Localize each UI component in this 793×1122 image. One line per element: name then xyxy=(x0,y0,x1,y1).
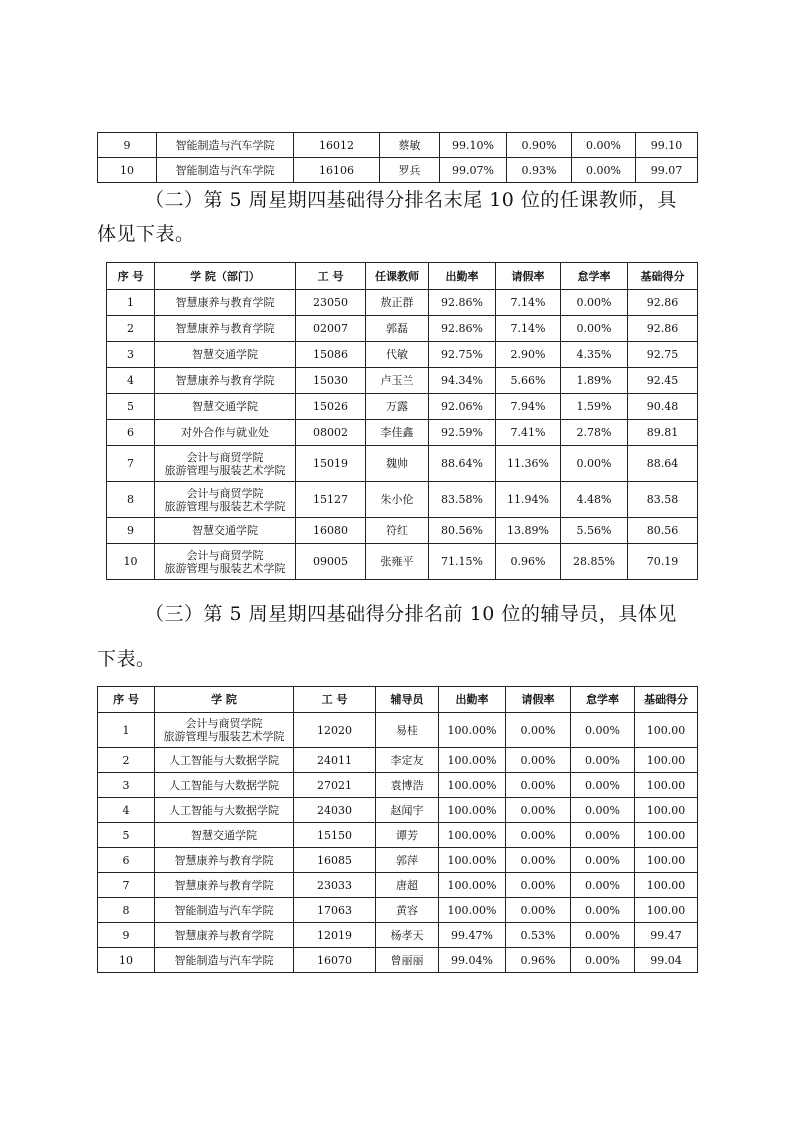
col-header-college: 学 院（部门） xyxy=(155,263,296,290)
college-line: 智能制造与汽车学院 xyxy=(174,953,274,967)
cell-index: 2 xyxy=(107,316,155,342)
cell-college: 智能制造与汽车学院 xyxy=(157,133,294,158)
college-line: 旅游管理与服装艺术学院 xyxy=(164,561,286,575)
table-row xyxy=(107,290,698,316)
col-header-score: 基础得分 xyxy=(635,687,698,713)
table-row xyxy=(107,394,698,420)
cell-attendance: 71.15% xyxy=(429,544,496,580)
cell-truancy: 0.00% xyxy=(571,713,635,748)
cell-score: 92.86 xyxy=(628,316,698,342)
col-header-id: 工 号 xyxy=(294,687,376,713)
cell-attendance: 100.00% xyxy=(439,798,506,823)
cell-college xyxy=(155,798,294,823)
cell-college: 智能制造与汽车学院 xyxy=(157,158,294,183)
cell-truancy: 0.00% xyxy=(571,848,635,873)
cell-index: 9 xyxy=(98,133,157,158)
cell-attendance: 92.59% xyxy=(429,420,496,446)
cell-leave: 0.00% xyxy=(506,848,571,873)
col-header-college: 学 院 xyxy=(155,687,294,713)
cell-college xyxy=(155,342,296,368)
cell-leave: 0.00% xyxy=(506,798,571,823)
teacher-table-header-row xyxy=(107,263,698,290)
college-line: 智慧交通学院 xyxy=(192,348,258,361)
college-line: 会计与商贸学院 xyxy=(186,486,264,500)
cell-college xyxy=(155,748,294,773)
cell-name: 蔡敏 xyxy=(380,133,440,158)
cell-id: 23050 xyxy=(296,290,366,316)
cell-attendance: 100.00% xyxy=(439,713,506,748)
table-row xyxy=(107,420,698,446)
cell-score: 80.56 xyxy=(628,518,698,544)
cell-college xyxy=(155,898,294,923)
cell-score: 100.00 xyxy=(635,798,698,823)
col-header-truancy: 怠学率 xyxy=(571,687,635,713)
cell-name: 唐超 xyxy=(376,873,439,898)
cell-attendance: 80.56% xyxy=(429,518,496,544)
cell-leave: 11.94% xyxy=(496,482,561,518)
cell-leave: 0.00% xyxy=(506,873,571,898)
cell-index: 8 xyxy=(107,482,155,518)
cell-id: 27021 xyxy=(294,773,376,798)
table-row xyxy=(98,873,698,898)
cell-name: 杨孝天 xyxy=(376,923,439,948)
cell-index: 4 xyxy=(98,798,155,823)
section-2-heading-cont: 体见下表。 xyxy=(97,223,195,245)
cell-id: 12020 xyxy=(294,713,376,748)
cell-attendance: 92.86% xyxy=(429,290,496,316)
cell-leave: 7.14% xyxy=(496,290,561,316)
cell-attendance: 83.58% xyxy=(429,482,496,518)
table-row xyxy=(98,798,698,823)
college-line: 智慧康养与教育学院 xyxy=(175,296,275,309)
cell-index: 10 xyxy=(107,544,155,580)
cell-attendance: 92.86% xyxy=(429,316,496,342)
cell-score: 92.86 xyxy=(628,290,698,316)
cell-truancy: 0.00% xyxy=(571,798,635,823)
cell-attendance: 92.06% xyxy=(429,394,496,420)
cell-id: 15086 xyxy=(296,342,366,368)
cell-id: 23033 xyxy=(294,873,376,898)
counselor-table-body xyxy=(98,713,698,973)
cell-truancy: 0.00% xyxy=(571,748,635,773)
college-line: 人工智能与大数据学院 xyxy=(169,753,279,767)
cell-index: 7 xyxy=(107,446,155,482)
cell-college xyxy=(155,482,296,518)
cell-leave: 0.90% xyxy=(507,133,572,158)
cell-index: 3 xyxy=(107,342,155,368)
table-row xyxy=(98,898,698,923)
col-header-truancy: 怠学率 xyxy=(561,263,628,290)
cell-truancy: 0.00% xyxy=(571,823,635,848)
cell-leave: 0.96% xyxy=(496,544,561,580)
cell-leave: 0.00% xyxy=(506,773,571,798)
college-line: 智慧交通学院 xyxy=(192,400,258,413)
table-row xyxy=(98,748,698,773)
cell-name: 李佳鑫 xyxy=(366,420,429,446)
table-row xyxy=(107,544,698,580)
cell-attendance: 100.00% xyxy=(439,873,506,898)
cell-leave: 13.89% xyxy=(496,518,561,544)
cell-index: 1 xyxy=(98,713,155,748)
cell-truancy: 0.00% xyxy=(571,773,635,798)
col-header-id: 工 号 xyxy=(296,263,366,290)
cell-college xyxy=(155,316,296,342)
table-row xyxy=(98,133,698,158)
cell-index: 4 xyxy=(107,368,155,394)
cell-college xyxy=(155,923,294,948)
college-line: 旅游管理与服装艺术学院 xyxy=(164,463,286,477)
cell-college xyxy=(155,823,294,848)
cell-truancy: 0.00% xyxy=(571,923,635,948)
cell-index: 10 xyxy=(98,158,157,183)
cell-attendance: 88.64% xyxy=(429,446,496,482)
cell-name: 郭萍 xyxy=(376,848,439,873)
cell-name: 曾丽丽 xyxy=(376,948,439,973)
cell-leave: 11.36% xyxy=(496,446,561,482)
cell-truancy: 0.00% xyxy=(561,316,628,342)
cell-score: 100.00 xyxy=(635,823,698,848)
cell-score: 100.00 xyxy=(635,898,698,923)
cell-name: 罗兵 xyxy=(380,158,440,183)
college-line: 旅游管理与服装艺术学院 xyxy=(163,730,285,743)
college-line: 智能制造与汽车学院 xyxy=(174,903,274,917)
cell-college xyxy=(155,713,294,748)
cell-attendance: 100.00% xyxy=(439,823,506,848)
cell-attendance: 100.00% xyxy=(439,773,506,798)
cell-attendance: 99.10% xyxy=(440,133,507,158)
cell-id: 15019 xyxy=(296,446,366,482)
college-line: 会计与商贸学院 xyxy=(186,548,264,562)
cell-name: 张雍平 xyxy=(366,544,429,580)
cell-score: 99.47 xyxy=(635,923,698,948)
cell-name: 谭芳 xyxy=(376,823,439,848)
cell-index: 6 xyxy=(98,848,155,873)
cell-name: 卢玉兰 xyxy=(366,368,429,394)
cell-college xyxy=(155,446,296,482)
table-row xyxy=(98,948,698,973)
cell-truancy: 1.59% xyxy=(561,394,628,420)
cell-index: 8 xyxy=(98,898,155,923)
cell-college xyxy=(155,773,294,798)
teacher-table-body xyxy=(107,290,698,580)
table-row xyxy=(107,316,698,342)
table-row xyxy=(98,923,698,948)
cell-truancy: 5.56% xyxy=(561,518,628,544)
cell-index: 9 xyxy=(107,518,155,544)
cell-leave: 7.14% xyxy=(496,316,561,342)
cell-id: 16085 xyxy=(294,848,376,873)
table-row xyxy=(98,158,698,183)
college-line: 智慧交通学院 xyxy=(192,524,258,537)
cell-name: 袁博浩 xyxy=(376,773,439,798)
cell-id: 16012 xyxy=(294,133,380,158)
cell-truancy: 0.00% xyxy=(571,948,635,973)
cell-id: 12019 xyxy=(294,923,376,948)
table-row xyxy=(107,482,698,518)
cell-attendance: 94.34% xyxy=(429,368,496,394)
cell-index: 1 xyxy=(107,290,155,316)
cell-leave: 0.00% xyxy=(506,823,571,848)
cell-leave: 0.00% xyxy=(506,748,571,773)
section-3-heading: （三）第 5 周星期四基础得分排名前 10 位的辅导员，具体见 xyxy=(145,603,677,625)
col-header-counselor: 辅导员 xyxy=(376,687,439,713)
col-header-index: 序 号 xyxy=(107,263,155,290)
col-header-leave: 请假率 xyxy=(506,687,571,713)
cell-attendance: 92.75% xyxy=(429,342,496,368)
cell-name: 万露 xyxy=(366,394,429,420)
col-header-score: 基础得分 xyxy=(628,263,698,290)
cell-index: 2 xyxy=(98,748,155,773)
cell-leave: 0.00% xyxy=(506,898,571,923)
cell-leave: 0.00% xyxy=(506,713,571,748)
cell-college xyxy=(155,848,294,873)
table-row xyxy=(107,518,698,544)
cell-college xyxy=(155,368,296,394)
cell-index: 10 xyxy=(98,948,155,973)
cell-leave: 5.66% xyxy=(496,368,561,394)
cell-score: 99.10 xyxy=(636,133,698,158)
college-line: 会计与商贸学院 xyxy=(185,717,263,730)
college-line: 智慧康养与教育学院 xyxy=(174,853,274,867)
cell-name: 敖正群 xyxy=(366,290,429,316)
table-row xyxy=(98,823,698,848)
college-line: 智慧康养与教育学院 xyxy=(175,374,275,387)
cell-attendance: 99.07% xyxy=(440,158,507,183)
cell-college xyxy=(155,420,296,446)
cell-college xyxy=(155,873,294,898)
cell-score: 89.81 xyxy=(628,420,698,446)
cell-college xyxy=(155,290,296,316)
cell-leave: 2.90% xyxy=(496,342,561,368)
cell-truancy: 1.89% xyxy=(561,368,628,394)
college-line: 人工智能与大数据学院 xyxy=(169,778,279,792)
cell-name: 李定友 xyxy=(376,748,439,773)
cell-name: 黄容 xyxy=(376,898,439,923)
cell-truancy: 0.00% xyxy=(572,158,636,183)
college-line: 对外合作与就业处 xyxy=(181,426,269,439)
cell-id: 24030 xyxy=(294,798,376,823)
counselor-top10-table xyxy=(97,686,698,973)
table-row xyxy=(98,848,698,873)
table-row xyxy=(107,342,698,368)
cell-attendance: 99.47% xyxy=(439,923,506,948)
col-header-attendance: 出勤率 xyxy=(429,263,496,290)
cell-leave: 0.96% xyxy=(506,948,571,973)
cell-attendance: 100.00% xyxy=(439,848,506,873)
table-row xyxy=(98,713,698,748)
cell-attendance: 99.04% xyxy=(439,948,506,973)
cell-score: 100.00 xyxy=(635,748,698,773)
college-line: 智慧交通学院 xyxy=(191,828,257,842)
cell-score: 70.19 xyxy=(628,544,698,580)
cell-index: 5 xyxy=(98,823,155,848)
cell-id: 15030 xyxy=(296,368,366,394)
col-header-leave: 请假率 xyxy=(496,263,561,290)
college-line: 会计与商贸学院 xyxy=(186,450,264,464)
cell-name: 符红 xyxy=(366,518,429,544)
cell-id: 15150 xyxy=(294,823,376,848)
cell-name: 代敏 xyxy=(366,342,429,368)
cell-attendance: 100.00% xyxy=(439,898,506,923)
college-line: 旅游管理与服装艺术学院 xyxy=(164,499,286,513)
cell-name: 易桂 xyxy=(376,713,439,748)
top-ranking-table-continuation xyxy=(97,132,698,183)
cell-id: 24011 xyxy=(294,748,376,773)
col-header-index: 序 号 xyxy=(98,687,155,713)
cell-leave: 0.53% xyxy=(506,923,571,948)
cell-truancy: 4.48% xyxy=(561,482,628,518)
cell-attendance: 100.00% xyxy=(439,748,506,773)
cell-leave: 7.94% xyxy=(496,394,561,420)
cell-id: 08002 xyxy=(296,420,366,446)
cell-id: 16106 xyxy=(294,158,380,183)
cell-truancy: 0.00% xyxy=(572,133,636,158)
cell-truancy: 28.85% xyxy=(561,544,628,580)
cell-name: 朱小伦 xyxy=(366,482,429,518)
cell-truancy: 0.00% xyxy=(561,290,628,316)
cell-leave: 0.93% xyxy=(507,158,572,183)
cell-index: 9 xyxy=(98,923,155,948)
cell-truancy: 4.35% xyxy=(561,342,628,368)
cell-id: 02007 xyxy=(296,316,366,342)
cell-name: 郭磊 xyxy=(366,316,429,342)
cell-truancy: 2.78% xyxy=(561,420,628,446)
cell-id: 15026 xyxy=(296,394,366,420)
counselor-table-header-row xyxy=(98,687,698,713)
cell-college xyxy=(155,518,296,544)
cell-name: 魏帅 xyxy=(366,446,429,482)
cell-score: 92.45 xyxy=(628,368,698,394)
cell-score: 90.48 xyxy=(628,394,698,420)
cell-index: 6 xyxy=(107,420,155,446)
cell-college xyxy=(155,394,296,420)
college-line: 人工智能与大数据学院 xyxy=(169,803,279,817)
col-header-teacher: 任课教师 xyxy=(366,263,429,290)
cell-score: 83.58 xyxy=(628,482,698,518)
college-line: 智慧康养与教育学院 xyxy=(175,322,275,335)
cell-score: 100.00 xyxy=(635,873,698,898)
cell-id: 15127 xyxy=(296,482,366,518)
cell-score: 92.75 xyxy=(628,342,698,368)
cell-college xyxy=(155,948,294,973)
cell-id: 09005 xyxy=(296,544,366,580)
cell-truancy: 0.00% xyxy=(571,898,635,923)
cell-truancy: 0.00% xyxy=(561,446,628,482)
cell-id: 16070 xyxy=(294,948,376,973)
cell-index: 5 xyxy=(107,394,155,420)
table-row xyxy=(107,368,698,394)
cell-score: 100.00 xyxy=(635,848,698,873)
cell-index: 3 xyxy=(98,773,155,798)
cell-id: 17063 xyxy=(294,898,376,923)
cell-score: 100.00 xyxy=(635,773,698,798)
cell-college xyxy=(155,544,296,580)
college-line: 智慧康养与教育学院 xyxy=(174,878,274,892)
cell-score: 99.07 xyxy=(636,158,698,183)
cell-index: 7 xyxy=(98,873,155,898)
cell-score: 100.00 xyxy=(635,713,698,748)
table-row xyxy=(98,773,698,798)
cell-leave: 7.41% xyxy=(496,420,561,446)
cell-id: 16080 xyxy=(296,518,366,544)
teacher-bottom10-table xyxy=(106,262,698,580)
cell-name: 赵闻宇 xyxy=(376,798,439,823)
col-header-attendance: 出勤率 xyxy=(439,687,506,713)
section-3-heading-cont: 下表。 xyxy=(97,648,156,670)
cell-truancy: 0.00% xyxy=(571,873,635,898)
college-line: 智慧康养与教育学院 xyxy=(174,928,274,942)
cell-score: 99.04 xyxy=(635,948,698,973)
table-row xyxy=(107,446,698,482)
section-2-heading: （二）第 5 周星期四基础得分排名末尾 10 位的任课教师，具 xyxy=(145,189,677,211)
cell-score: 88.64 xyxy=(628,446,698,482)
top-table-body xyxy=(98,133,698,183)
